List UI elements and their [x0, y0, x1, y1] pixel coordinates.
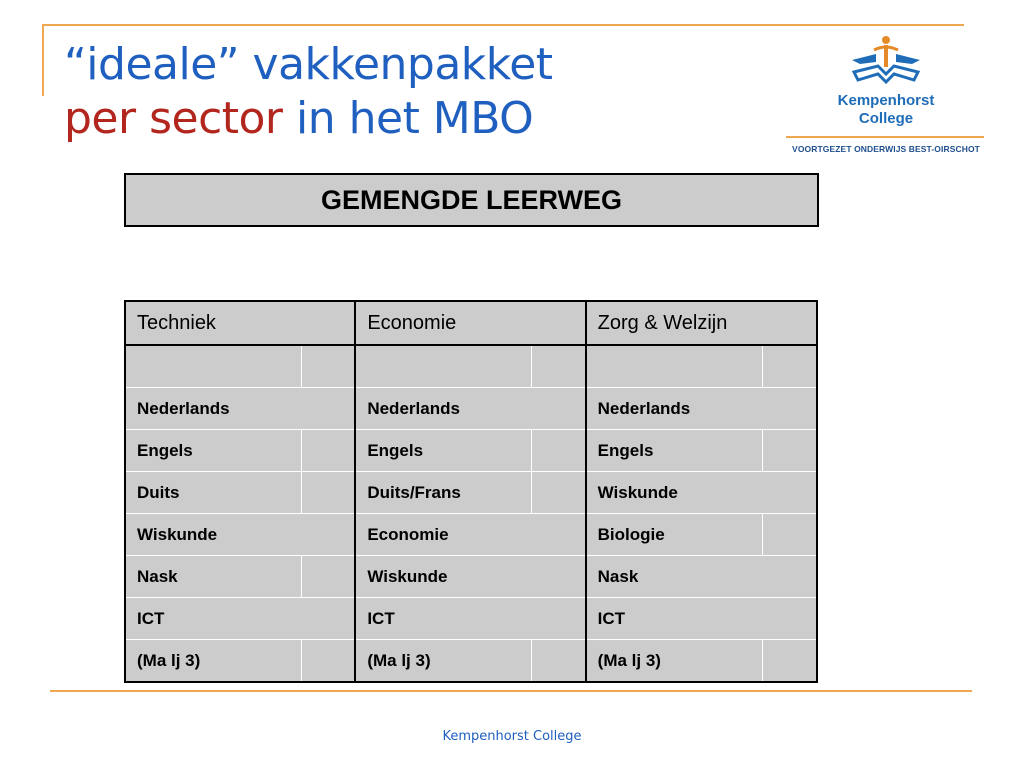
logo-name-line-2: College — [858, 110, 914, 127]
table-cell: Engels — [125, 430, 302, 472]
table-cell — [586, 345, 763, 388]
logo-divider — [786, 136, 984, 138]
vakkenpakket-table — [124, 300, 818, 683]
table-cell-spacer — [762, 514, 817, 556]
table-cell: Economie — [355, 514, 585, 556]
table-cell: Nask — [125, 556, 302, 598]
table-cell-spacer — [762, 430, 817, 472]
table-cell-spacer — [532, 345, 586, 388]
header-zorg-welzijn: Zorg & Welzijn — [586, 301, 817, 345]
table-cell: Biologie — [586, 514, 763, 556]
table-row — [125, 640, 817, 683]
table-cell: ICT — [125, 598, 355, 640]
kempenhorst-emblem-icon — [848, 34, 924, 88]
table-cell: Nask — [586, 556, 817, 598]
left-frame-line — [42, 24, 44, 96]
table-cell: Wiskunde — [355, 556, 585, 598]
table-row — [125, 514, 817, 556]
table-cell-spacer — [532, 472, 586, 514]
table-cell: Duits/Frans — [355, 472, 532, 514]
slide-footer: Kempenhorst College — [442, 729, 582, 744]
table-cell: (Ma lj 3) — [125, 640, 302, 683]
table-cell: Wiskunde — [586, 472, 817, 514]
table-row — [125, 472, 817, 514]
table-cell-spacer — [532, 430, 586, 472]
table-row — [125, 430, 817, 472]
table-row — [125, 345, 817, 388]
table-row — [125, 556, 817, 598]
table-cell — [125, 345, 302, 388]
table-cell: Engels — [586, 430, 763, 472]
table-cell: Wiskunde — [125, 514, 355, 556]
table-cell: Engels — [355, 430, 532, 472]
top-frame-line — [42, 24, 964, 26]
table-cell-spacer — [302, 556, 356, 598]
table-row — [125, 598, 817, 640]
title-line-2-red: per sector — [64, 93, 283, 144]
table-cell-spacer — [762, 640, 817, 683]
table-cell-spacer — [302, 345, 356, 388]
title-line-1: “ideale” vakkenpakket — [64, 39, 553, 90]
table-cell: Nederlands — [355, 388, 585, 430]
table-row — [125, 388, 817, 430]
slide-title — [64, 38, 553, 146]
table-cell: (Ma lj 3) — [586, 640, 763, 683]
table-cell: Duits — [125, 472, 302, 514]
table-cell: ICT — [586, 598, 817, 640]
header-economie: Economie — [355, 301, 585, 345]
table-cell-spacer — [302, 430, 356, 472]
bottom-divider — [50, 690, 972, 692]
school-logo — [786, 34, 986, 160]
logo-name-line-1: Kempenhorst — [837, 92, 935, 109]
table-cell-spacer — [302, 640, 356, 683]
table-cell: (Ma lj 3) — [355, 640, 532, 683]
table-cell: Nederlands — [586, 388, 817, 430]
table-cell-spacer — [762, 345, 817, 388]
header-techniek: Techniek — [125, 301, 355, 345]
title-line-2-blue: in het MBO — [282, 93, 534, 144]
logo-name — [786, 92, 986, 128]
table-cell-spacer — [302, 472, 356, 514]
leerweg-banner: GEMENGDE LEERWEG — [124, 173, 819, 227]
logo-tagline: VOORTGEZET ONDERWIJS BEST-OIRSCHOT — [792, 144, 980, 154]
table-cell-spacer — [532, 640, 586, 683]
table-cell: ICT — [355, 598, 585, 640]
table-cell — [355, 345, 532, 388]
table-cell: Nederlands — [125, 388, 355, 430]
table-header-row — [125, 301, 817, 345]
